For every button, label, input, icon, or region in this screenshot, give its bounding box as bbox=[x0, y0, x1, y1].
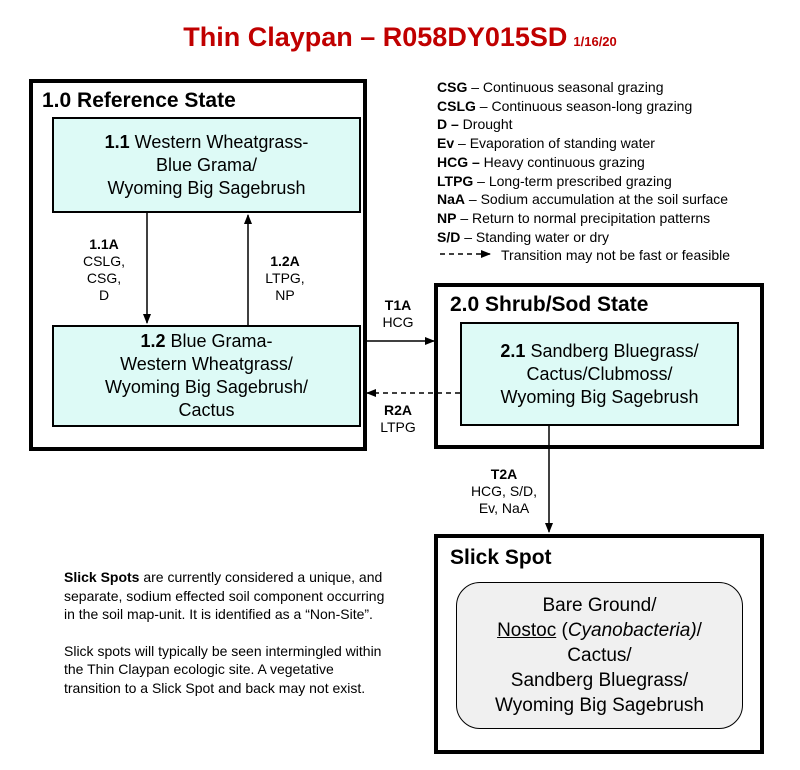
community-2-1-id: 2.1 bbox=[500, 340, 526, 361]
legend bbox=[437, 78, 787, 265]
community-1-2-line4: Cactus bbox=[178, 400, 235, 420]
legend-item: CSG – Continuous seasonal grazing bbox=[437, 79, 664, 95]
slick-spot-title: Slick Spot bbox=[450, 546, 552, 569]
community-2-1-line1: 2.1 Sandberg Bluegrass/ bbox=[500, 340, 699, 361]
label-R2A: R2A LTPG bbox=[368, 402, 428, 436]
label-1-2A: 1.2A LTPG, NP bbox=[255, 253, 315, 304]
slick-line5: Wyoming Big Sagebrush bbox=[495, 695, 704, 716]
reference-state-title: 1.0 Reference State bbox=[42, 89, 236, 112]
community-2-1-line3: Wyoming Big Sagebrush bbox=[500, 386, 699, 407]
label-R2A-code: R2A bbox=[383, 402, 412, 418]
community-1-2-line3: Wyoming Big Sagebrush/ bbox=[105, 377, 308, 397]
community-1-1-id: 1.1 bbox=[104, 131, 130, 152]
label-T1A-code: T1A bbox=[384, 297, 412, 313]
community-1-2-line2: Western Wheatgrass/ bbox=[120, 354, 293, 374]
legend-item: NP – Return to normal precipitation patterns bbox=[437, 209, 711, 226]
slick-line3: Cactus/ bbox=[567, 645, 632, 666]
note-paragraph-2: Slick spots will typically be seen intermingled within the Thin Claypan ecologic site. A vegetative transition to a Slick Spot and back may not exist. bbox=[64, 642, 382, 696]
slick-line1: Bare Ground/ bbox=[542, 595, 657, 616]
label-T2A: T2A HCG, S/D, Ev, NaA bbox=[460, 466, 548, 517]
legend-item: D – Drought bbox=[437, 116, 513, 133]
community-1-2 bbox=[52, 325, 361, 427]
legend-item: S/D – Standing water or dry bbox=[437, 228, 609, 245]
legend-item: HCG – Heavy continuous grazing bbox=[437, 153, 645, 170]
community-2-1 bbox=[460, 322, 739, 426]
cyanobacteria-text: Cyanobacteria) bbox=[567, 620, 697, 641]
slick-line2: Nostoc (Cyanobacteria)/ bbox=[497, 620, 702, 641]
label-T1A: T1A HCG bbox=[368, 297, 428, 331]
label-1-2A-code: 1.2A bbox=[270, 253, 300, 269]
title-date: 1/16/20 bbox=[573, 34, 617, 49]
legend-item: Ev – Evaporation of standing water bbox=[437, 135, 655, 152]
nostoc-text: Nostoc bbox=[497, 620, 557, 641]
legend-dashed-item: Transition may not be fast or feasible bbox=[501, 247, 731, 264]
community-1-1 bbox=[52, 117, 361, 213]
legend-item: NaA – Sodium accumulation at the soil surface bbox=[437, 191, 729, 208]
community-2-1-line2: Cactus/Clubmoss/ bbox=[526, 363, 673, 384]
label-1-1A: 1.1A CSLG, CSG, D bbox=[74, 236, 134, 304]
community-1-1-line2: Blue Grama/ bbox=[155, 154, 258, 175]
slick-line4: Sandberg Bluegrass/ bbox=[510, 670, 689, 691]
label-T2A-code: T2A bbox=[490, 466, 518, 482]
legend-item: CSLG – Continuous season-long grazing bbox=[437, 97, 693, 114]
title-text: Thin Claypan – R058DY015SD bbox=[183, 22, 568, 52]
community-1-2-line1: 1.2 Blue Grama- bbox=[140, 331, 273, 351]
community-1-1-line1: 1.1 Western Wheatgrass- bbox=[104, 131, 309, 152]
shrub-sod-state-title: 2.0 Shrub/Sod State bbox=[450, 293, 649, 316]
note-paragraph-1: Slick Spots are currently considered a unique, and separate, sodium effected soil component occurring in the soil map-unit. It is identified as a “Non-Site”. bbox=[64, 569, 385, 622]
community-1-2-id: 1.2 bbox=[140, 331, 166, 351]
label-1-1A-code: 1.1A bbox=[89, 236, 119, 252]
community-1-1-line3: Wyoming Big Sagebrush bbox=[107, 177, 306, 198]
slick-spot-community bbox=[456, 582, 743, 729]
slick-spot-note bbox=[64, 568, 394, 715]
legend-item: LTPG – Long-term prescribed grazing bbox=[437, 172, 672, 189]
